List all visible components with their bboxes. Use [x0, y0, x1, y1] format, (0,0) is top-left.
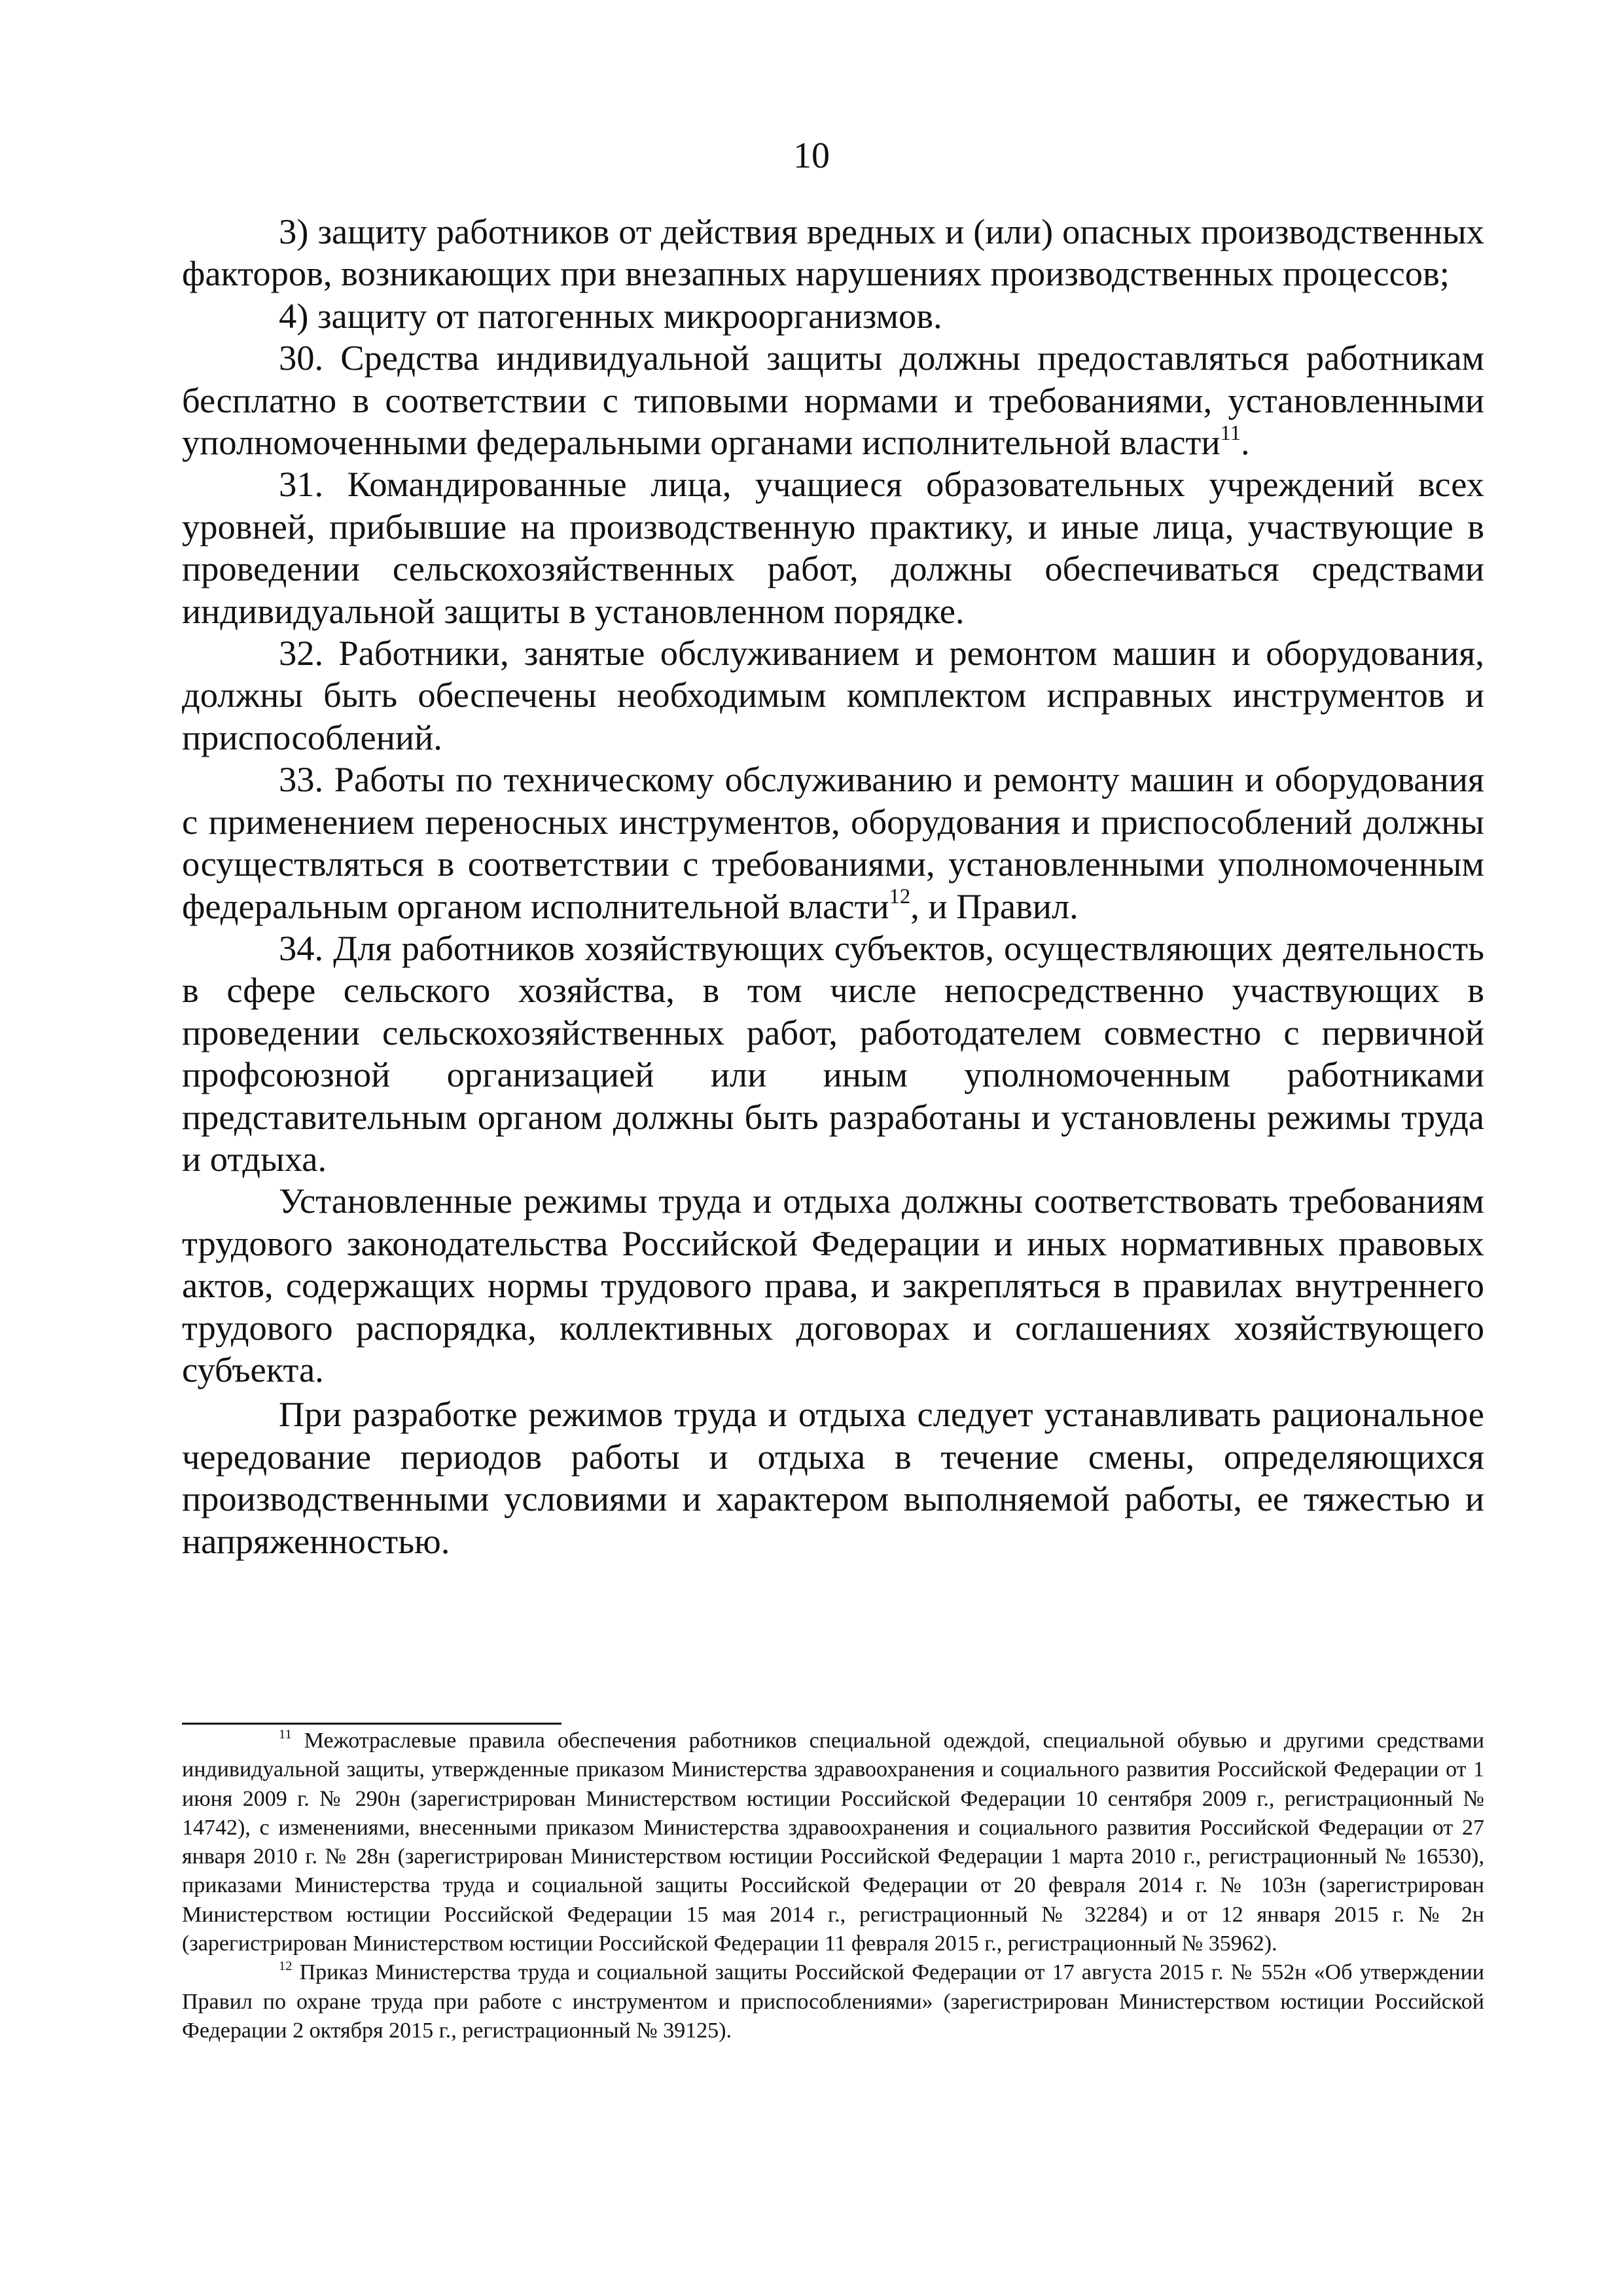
paragraph-33 [182, 759, 1484, 927]
paragraph-31 [182, 463, 1484, 632]
footnote-text: Межотраслевые правила обеспечения работников специальной одеждой, специальной обувью и другими средствами индивидуальной защиты, утвержденные приказом Министерства здравоохранения и социального развития Российской Федерации от 1 июня 2009 г. № 290н (зарегистрирован Министерством юстиции Российской Федерации 10 сентября 2009 г., регистрационный № 14742), с изменениями, внесенными приказом Министерства здравоохранения и социального развития Российской Федерации от 27 января 2010 г. № 28н (зарегистрирован Министерством юстиции Российской Федерации 1 марта 2010 г., регистрационный № 16530), приказами Министерства труда и социальной защиты Российской Федерации от 20 февраля 2014 г. № 103н (зарегистрирован Министерством юстиции Российской Федерации 15 мая 2014 г., регистрационный № 32284) и от 12 января 2015 г. № 2н (зарегистрирован Министерством юстиции Российской Федерации 11 февраля 2015 г., регистрационный № 35962). [182, 1729, 1484, 1956]
paragraph-tail: , и Правил. [910, 886, 1079, 926]
body-text [182, 211, 1484, 1562]
footnote-text: Приказ Министерства труда и социальной защиты Российской Федерации от 17 августа 2015 г. № 552н «Об утверждении Правил по охране труда при работе с инструментом и приспособлениями» (зарегистрирован Министерством юстиции Российской Федерации 2 октября 2015 г., регистрационный № 39125). [182, 1960, 1484, 2043]
footnote-11 [182, 1727, 1484, 1958]
paragraph-text: При разработке режимов труда и отдыха следует устанавливать рациональное чередование периодов работы и отдыха в течение смены, определяющихся производственными условиями и характером выполняемой работы, ее тяжестью и напряженностью. [182, 1394, 1484, 1561]
paragraph-34-development [182, 1393, 1484, 1562]
footnote-ref-12: 12 [889, 885, 911, 909]
paragraph-text: Установленные режимы труда и отдыха должны соответствовать требованиям трудового законодательства Российской Федерации и иных нормативных правовых актов, содержащих нормы трудового права, и закрепляться в правилах внутреннего трудового распорядка, коллективных договорах и соглашениях хозяйствующего субъекта. [182, 1181, 1484, 1390]
footnote-mark: 12 [279, 1959, 293, 1974]
paragraph-30 [182, 337, 1484, 463]
paragraph-text: 31. Командированные лица, учащиеся образовательных учреждений всех уровней, прибывшие на производственную практику, и иные лица, участвующие в проведении сельскохозяйственных работ, должны обеспечиваться средствами индивидуальной защиты в установленном порядке. [182, 464, 1484, 631]
footnote-mark: 11 [279, 1727, 292, 1742]
page-number: 10 [793, 135, 830, 176]
footnotes [182, 1727, 1484, 2045]
footnote-separator [182, 1723, 562, 1725]
paragraph-text: 30. Средства индивидуальной защиты должны предоставляться работникам бесплатно в соответствии с типовыми нормами и требованиями, установленными уполномоченными федеральными органами исполнительной власти [182, 338, 1484, 463]
footnote-ref-11: 11 [1220, 421, 1241, 445]
paragraph-text: 4) защиту от патогенных микроорганизмов. [279, 295, 942, 336]
paragraph-text: 34. Для работников хозяйствующих субъектов, осуществляющих деятельность в сфере сельского хозяйства, в том числе непосредственно участвующих в проведении сельскохозяйственных работ, работодателем совместно с первичной профсоюзной организацией или иным уполномоченным работниками представительным органом должны быть разработаны и установлены режимы труда и отдыха. [182, 927, 1484, 1179]
footnote-12 [182, 1958, 1484, 2045]
paragraph-item-3 [182, 211, 1484, 295]
paragraph-34-modes [182, 1180, 1484, 1391]
paragraph-32 [182, 632, 1484, 759]
paragraph-text: 32. Работники, занятые обслуживанием и ремонтом машин и оборудования, должны быть обеспечены необходимым комплектом исправных инструментов и приспособлений. [182, 633, 1484, 757]
paragraph-text: 3) защиту работников от действия вредных и (или) опасных производственных факторов, возникающих при внезапных нарушениях производственных процессов; [182, 211, 1484, 294]
paragraph-34 [182, 927, 1484, 1180]
paragraph-tail: . [1241, 422, 1250, 463]
paragraph-text: 33. Работы по техническому обслуживанию и ремонту машин и оборудования с применением переносных инструментов, оборудования и приспособлений должны осуществляться в соответствии с требованиями, установленными уполномоченным федеральным органом исполнительной власти [182, 759, 1484, 926]
paragraph-item-4 [182, 295, 1484, 337]
